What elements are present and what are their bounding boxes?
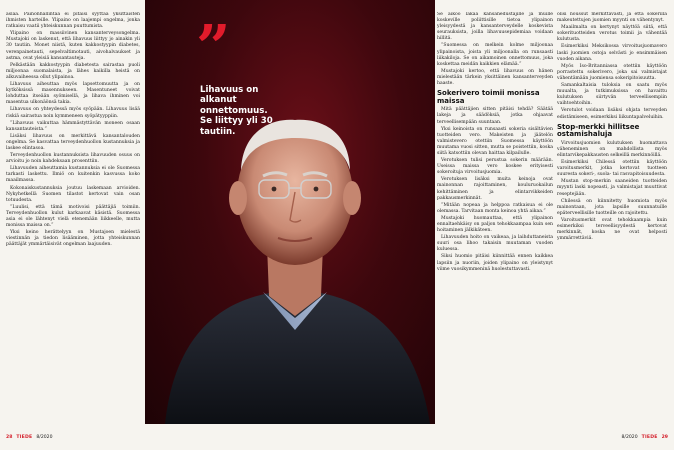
issue-left: 8/2020 — [36, 434, 53, 440]
paragraph: Verotuksen lisäksi muita keinoja ovat mainonnan rajoittaminen, kouluruokailun kehittäminen ja elintarvikkeiden pakkausmerkinnät. — [437, 177, 553, 201]
text-column-3 — [557, 12, 667, 430]
text-column-1 — [6, 12, 140, 430]
paragraph: Virvoitusjuomien kulutuksen huomattava väheneminen on mahdollista myös elintarvikepakkausten selkeillä merkinnöillä. — [557, 140, 667, 158]
paragraph: Yksi keinoista on runsaasti sokeria sisältävien tuotteiden vero. Makeisten ja jäätelön valmistevero otettiin Suomessa käyttöön muutama vuosi sitten, mutta se poistettiin, koska siitä katsottiin olevan haittaa kilpailulle. — [437, 126, 553, 156]
portrait-photo — [145, 0, 435, 424]
paragraph: Kokonaiskustannuksia joutuu laskemaan arvioiden. Nykyhetkellä Suomen tilastot kertovat vain osan totuudesta. — [6, 185, 140, 203]
paragraph: Varoitusmerkit ovat tehokkaampia kuin esimerkiksi terveellisyydestä kertovat merkinnät, koska ne ovat helposti ymmärrettäviä. — [557, 217, 667, 242]
magazine-brand-right: TIEDE — [641, 434, 658, 440]
paragraph: ”Lihavuus vaikuttaa hämmästyttävän moneen osaan kansantauteista.” — [6, 120, 140, 132]
paragraph: Verotuksen tulisi perustua sokerin määrään. Useissa maissa vero koskee erityisesti sokeroituja virvoitusjuomia. — [437, 158, 553, 176]
paragraph: Lisäksi lihavuus on merkittävä kansantalouden ongelma. Se kasvattaa terveydenhuollon kustannuksia ja laskee elintasoa. — [6, 133, 140, 151]
paragraph: Esimerkiksi Meksikossa virvoitusjuomavero laski juomien ostoja selvästi jo ensimmäisen vuoden aikana. — [557, 44, 667, 62]
footer-right — [621, 432, 668, 442]
paragraph: Siksi huomio pitäisi kiinnittää ennen kaikkea lapsiin ja nuoriin, joiden ylipaino on yleistynyt viime vuosikymmeninä huolestuttavasti. — [437, 254, 553, 272]
footer-left — [6, 432, 53, 442]
paragraph: Esimerkiksi Chilessä otettiin käyttöön varoitusmerkit, jotka kertovat tuotteen suuresta sokeri-, suola- tai rasvapitoisuudesta. — [557, 160, 667, 178]
issue-right: 8/2020 — [621, 434, 638, 440]
paragraph: Lihavuuden hoito on vaikeaa, ja laihduttaneista suuri osa lihoo takaisin muutaman vuoden kuluessa. — [437, 235, 553, 253]
paragraph: Samankaltaisia tuloksia on saatu myös muualta, ja tutkimuksissa on havaittu kulutuksen siirtyvän terveellisempiin vaihtoehtoihin. — [557, 83, 667, 107]
pullquote-mark: ” — [196, 13, 231, 83]
paragraph: Mustajoki huomauttaa, että ylipainon ennaltaehkäisy on paljon tehokkaampaa kuin sen hoitaminen jälkikäteen. — [437, 215, 553, 234]
paragraph: Pelkästään kakkostyypin diabetesta sairastaa puoli miljoonaa suomalaista, ja lähes kaikilla heistä on alkuvaiheessa ollut ylipainoa. — [6, 62, 140, 80]
paragraph: Lihavuus on yhteydessä myös syöpään. Lihavuus lisää riskiä sairastua noin kymmeneen syöpätyyppiin. — [6, 107, 140, 119]
subheading: Stop-merkki hillitsee ostamishaluja — [557, 122, 640, 139]
page-number-left: 28 — [6, 434, 13, 440]
paragraph: Se aikoo lakaa kansanedustajille ja muille koskeville poliittisille tietoa ylipainon yleisyydestä ja kansanterveydelle koskevista seurauksista, joilla lihavuusepidemiaa voidaan hillitä. — [437, 12, 553, 42]
paragraph: Lihavuus aiheuttaa myös lapsettomuutta ja on kytköksissä masennukseen. Masentuneet voivat lohduttaa itseään syömisellä, ja lihava ihminen voi masentua ulkonäönsä takia. — [6, 82, 140, 106]
page-number-right: 29 — [661, 434, 668, 440]
paragraph: Verotulot voidaan lisäksi ohjata terveyden edistämiseen, esimerkiksi liikuntapalveluihin. — [557, 108, 667, 120]
paragraph: ”Mitään nopeaa ja helppoa ratkaisua ei ole olemassa. Tarvitaan monta keinoa yhtä aikaa.” — [437, 202, 553, 214]
paragraph: Myös Iso-Britanniassa otettiin käyttöön porrastettu sokerivero, joka sai valmistajat vähentämään juomiensa sokeripitoisuutta. — [557, 63, 667, 81]
paragraph: ”Suomessa on melkein kolme miljoonaa ylipainoista, joista yli miljoonalla on runsaasti liikakiloja. Se on aikamoinen onnettomuus, joka koskettaa meidän kaikkien elämää.” — [437, 43, 553, 67]
paragraph: Terveydenhuollon kustannuksista lihavuuden osuus on arvioitu jo noin kahdeksaan prosenttiin. — [6, 153, 140, 165]
paragraph: ”Luulisi, että tämä motivoisi päättäjiä toimiin. Terveydenhuollon kulut karkaavat käsistä. Suomessa asia ei ole lähtenyt vielä etenemään liikkeelle, mutta monissa maissa on.” — [6, 204, 140, 229]
paragraph: Mustan stop-merkin saaneiden tuotteiden myynti laski nopeasti, ja valmistajat muuttivat reseptejään. — [557, 179, 667, 197]
paragraph: Yksi keino herättelyyn on Mustajoen mielestä viestinnän ja tiedon lisääminen, jotta yhteiskunnan päättäjät ymmärtäisivät ongelman laajuuden. — [6, 230, 140, 248]
paragraph: Chilessä on kiinnitetty huomiota myös mainontaan, jota lapsille suunnatuille epäterveellisille tuotteille on rajoitettu. — [557, 198, 667, 216]
paragraph: Ylipaino on massiivinen kansanterveysongelma. Mustajoki on laskenut, että lihavuus liittyy jo ainakin yli 30 tautiin. Monet niistä, kuten kakkostyypin diabetes, verenpainetauti, sepelvaltimotauti, aivohalvaukset ja astma, ovat yleisiä kansantauteja. — [6, 31, 140, 61]
paragraph: Lihavuuden aiheuttamia kustannuksia ei ole Suomessa tarkasti laskettu. Ilmiö on kuitenkin kasvussa koko maailmassa. — [6, 166, 140, 184]
text-column-2 — [437, 12, 553, 430]
pullquote-text: Lihavuus on alkanut onnettomuus. Se liittyy yli 30 tautiin. — [200, 85, 273, 137]
paragraph: aslaa. Painonhallintaa ei pitäisi syyttää yksittäisten ihmisten harteille. Ylipaino on laajempi ongelma, jonka ratkaisu vaatii yhteiskunnan puuttumista. — [6, 12, 140, 30]
paragraph: Maailmalta on kertynyt näyttöä siitä, että sokerituotteiden verotus toimii ja vähentää kulutusta. — [557, 25, 667, 43]
paragraph: Mitä päättäjien sitten pitäisi tehdä? Säätää lakeja ja säädöksiä, jotka ohjaavat terveellisempään suuntaan. — [437, 107, 553, 125]
magazine-brand-left: TIEDE — [16, 434, 33, 440]
paragraph: olisi noussut merkittävästi, ja että sokerilla makeutettujen juomien myynti on vähentynyt. — [557, 12, 667, 24]
paragraph: Mustajoki kertoo, että lihavuus on hänen mielestään tärkein yksittäinen kansanterveyden haaste. — [437, 68, 553, 87]
subheading: Sokerivero toimii monissa maissa — [437, 89, 540, 105]
